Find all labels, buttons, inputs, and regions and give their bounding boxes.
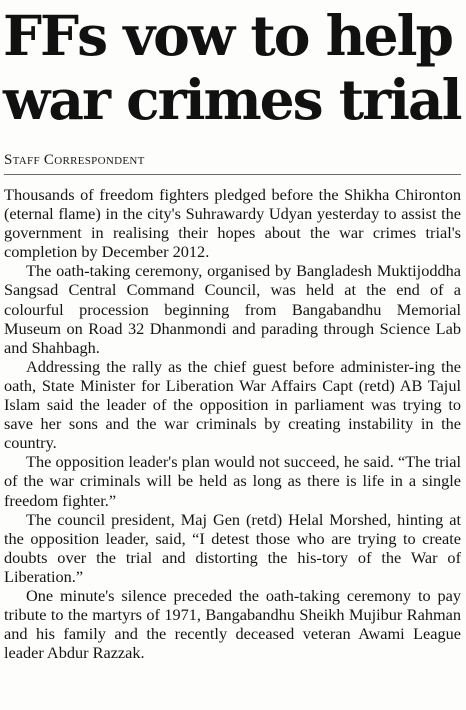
paragraph-3: Addressing the rally as the chief guest before administer-ing the oath, State Minister for Liberation War Affairs Capt (retd) AB Tajul Islam said the leader of the opposition in parliament was trying to save her sons and the war criminals by creating instability in the country. [4,356,461,453]
article-body [4,185,461,662]
paragraph-1: Thousands of freedom fighters pledged before the Shikha Chironton (eternal flame) in the city's Suhrawardy Udyan yesterday to assist the government in realising their hopes about the war crimes trial's completion by December 2012. [4,185,461,262]
headline-line-2: war crimes trial [3,67,461,132]
byline-divider [4,174,461,175]
paragraph-2: The oath-taking ceremony, organised by Bangladesh Muktijoddha Sangsad Central Command Council, was held at the end of a colourful procession beginning from Bangabandhu Memorial Museum on Road 32 Dhanmondi and parading through Science Lab and Shahbagh. [4,261,461,357]
byline: Staff Correspondent [4,152,145,168]
paragraph-6: One minute's silence preceded the oath-taking ceremony to pay tribute to the martyrs of 1971, Bangabandhu Sheikh Mujibur Rahman and his family and the recently deceased veteran Awami League leader Abdur Razzak. [4,585,461,663]
paragraph-5: The council president, Maj Gen (retd) Helal Morshed, hinting at the opposition leader, said, “I detest those who are trying to create doubts over the trial and distorting the his-tory of the War of Liberation.” [4,509,461,586]
paragraph-4: The opposition leader's plan would not succeed, he said. “The trial of the war criminals will be held as long as there is life in a single freedom fighter.” [4,452,461,510]
headline-line-1: FFs vow to help [3,3,452,68]
headline [3,4,461,132]
